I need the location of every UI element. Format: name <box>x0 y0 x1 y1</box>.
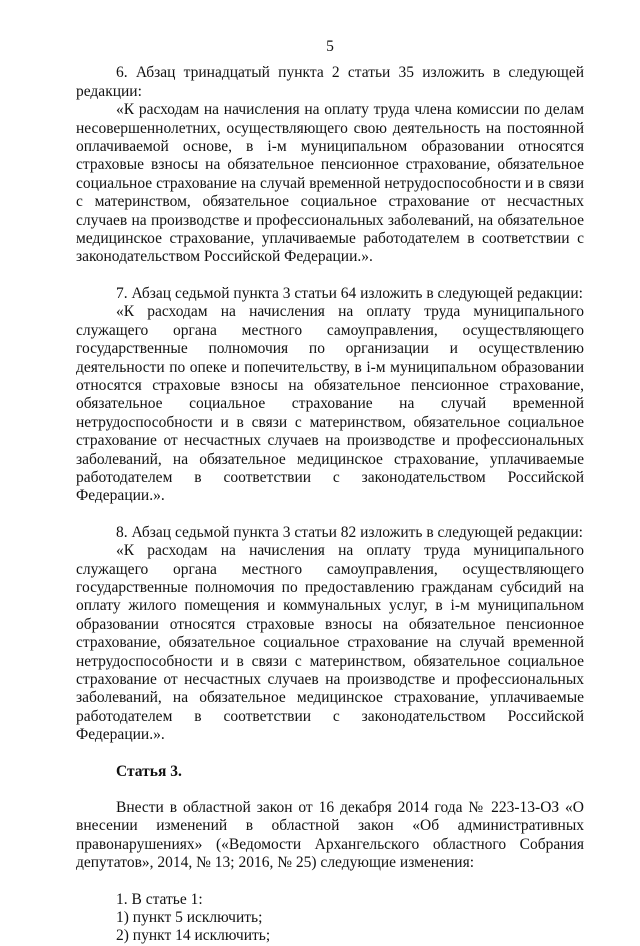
amendment-item-7 <box>76 285 584 506</box>
article-intro: Внести в областной закон от 16 декабря 2014 года № 223-13-ОЗ «О внесении изменений в областной закон «Об административных правонарушениях» («Ведомости Архангельского областного Собрания депутатов», 2014, № 13; 2016, № 25) следующие изменения: <box>76 799 584 872</box>
paragraph-gap <box>76 267 584 285</box>
page-number: 5 <box>326 38 334 55</box>
changes-list <box>76 891 584 946</box>
list-item: 1. В статье 1: <box>116 890 203 908</box>
amendment-text: «К расходам на начисления на оплату труда муниципального служащего органа местного самоуправления, осуществляющего государственные полномочия по предоставлению гражданам субсидий на оплату жилого помещения и коммунальных услуг, в i-м муниципальном образовании относятся страховые взносы на обязательное пенсионное страхование, обязательное социальное страхование на случай временной нетрудоспособности и в связи с материнством, обязательное социальное страхование от несчастных случаев на производстве и профессиональных заболеваний, на обязательное медицинское страхование, уплачиваемые работодателем в соответствии с законодательством Российской Федерации.». <box>76 542 584 744</box>
paragraph-gap <box>76 506 584 524</box>
paragraph-gap <box>76 745 584 763</box>
paragraph-gap <box>76 781 584 799</box>
amendment-heading: 7. Абзац седьмой пункта 3 статьи 64 изложить в следующей редакции: <box>116 284 583 302</box>
list-item: 2) пункт 14 исключить; <box>116 927 271 945</box>
amendment-item-6 <box>76 64 584 266</box>
amendment-heading: 8. Абзац седьмой пункта 3 статьи 82 изложить в следующей редакции: <box>116 523 583 541</box>
amendment-heading: 6. Абзац тринадцатый пункта 2 статьи 35 изложить в следующей редакции: <box>76 64 584 100</box>
amendment-item-8 <box>76 524 584 745</box>
article-title: Статья 3. <box>116 762 182 780</box>
paragraph-gap <box>76 873 584 891</box>
list-item: 1) пункт 5 исключить; <box>116 909 263 927</box>
amendment-text: «К расходам на начисления на оплату труда муниципального служащего органа местного самоуправления, осуществляющего государственные полномочия по организации и осуществлению деятельности по опеке и попечительству, в i-м муниципальном образовании относятся страховые взносы на обязательное пенсионное страхование, обязательное социальное страхование на случай временной нетрудоспособности и в связи с материнством, обязательное социальное страхование от несчастных случаев на производстве и профессиональных заболеваний, на обязательное медицинское страхование, уплачиваемые работодателем в соответствии с законодательством Российской Федерации.». <box>76 303 584 505</box>
amendment-text: «К расходам на начисления на оплату труда члена комиссии по делам несовершеннолетних, осуществляющего свою деятельность на постоянной оплачиваемой основе, в i-м муниципальном образовании относятся страховые взносы на обязательное пенсионное страхование, обязательное социальное страхование на случай временной нетрудоспособности и в связи с материнством, обязательное социальное страхование от несчастных случаев на производстве и профессиональных заболеваний, на обязательное медицинское страхование, уплачиваемые работодателем в соответствии с законодательством Российской Федерации.». <box>76 101 584 266</box>
